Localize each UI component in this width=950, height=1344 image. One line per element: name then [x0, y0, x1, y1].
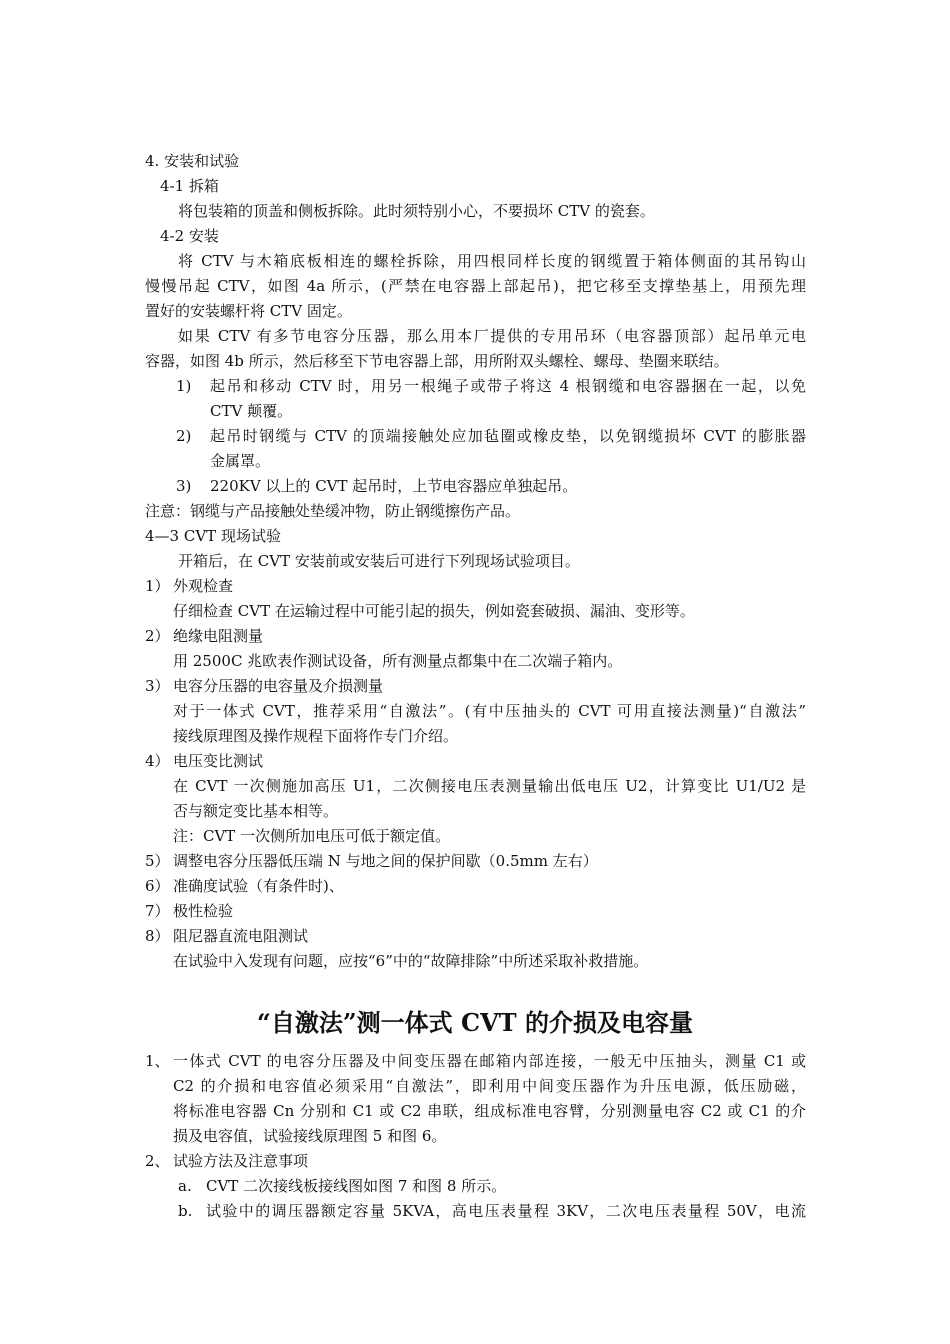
paragraph-line: 对于一体式 CVT，推荐采用“自激法”。(有中压抽头的 CVT 可用直接法测量)“自激法”	[173, 702, 806, 720]
list-marker: 1)	[176, 377, 192, 395]
paragraph-line: 慢慢吊起 CTV，如图 4a 所示，(严禁在电容器上部起吊)，把它移至支撑垫基上，用预先理	[145, 277, 806, 295]
list-marker: 2）	[145, 627, 170, 645]
note-line: 注：CVT 一次侧所加电压可低于额定值。	[173, 827, 451, 845]
list-item: 起吊和移动 CTV 时，用另一根绳子或带子将这 4 根钢缆和电容器捆在一起，以免	[210, 377, 806, 395]
list-item: CVT 二次接线板接线图如图 7 和图 8 所示。	[206, 1177, 507, 1195]
list-item: 起吊时钢缆与 CTV 的顶端接触处应加毡圈或橡皮垫，以免钢缆损坏 CVT 的膨胀器	[210, 427, 806, 445]
subsection-heading: 4-1 拆箱	[160, 177, 219, 195]
list-marker: 2)	[176, 427, 192, 445]
list-item: 绝缘电阻测量	[173, 627, 264, 645]
list-item: 220KV 以上的 CVT 起吊时，上节电容器应单独起吊。	[210, 477, 578, 495]
list-item: 试验方法及注意事项	[173, 1152, 309, 1170]
list-item: 调整电容分压器低压端 N 与地之间的保护间歇（0.5mm 左右）	[173, 852, 598, 870]
list-marker: 7）	[145, 902, 170, 920]
paragraph-line: 仔细检查 CVT 在运输过程中可能引起的损失，例如瓷套破损、漏油、变形等。	[173, 602, 695, 620]
list-item: CTV 颠覆。	[210, 402, 293, 420]
list-marker: b.	[178, 1202, 193, 1220]
paragraph-line: 将 CTV 与木箱底板相连的螺栓拆除，用四根同样长度的钢缆置于箱体侧面的其吊钩山	[178, 252, 806, 270]
paragraph-line: C2 的介损和电容值必须采用“自激法”，即利用中间变压器作为升压电源，低压励磁，	[173, 1077, 806, 1095]
list-marker: 3）	[145, 677, 170, 695]
paragraph-line: 在 CVT 一次侧施加高压 U1，二次侧接电压表测量输出低电压 U2，计算变比 U1/U2 是	[173, 777, 806, 795]
list-item: 极性检验	[173, 902, 234, 920]
paragraph-line: 损及电容值，试验接线原理图 5 和图 6。	[173, 1127, 447, 1145]
list-marker: 3)	[176, 477, 192, 495]
paragraph-line: 将包装箱的顶盖和侧板拆除。此时须特别小心，不要损坏 CTV 的瓷套。	[178, 202, 655, 220]
list-marker: a.	[178, 1177, 192, 1195]
paragraph-line: 如果 CTV 有多节电容分压器，那么用本厂提供的专用吊环（电容器顶部）起吊单元电	[178, 327, 806, 345]
paragraph-line: 在试验中入发现有问题，应按“6”中的“故障排除”中所述采取补救措施。	[173, 952, 649, 970]
list-item: 试验中的调压器额定容量 5KVA，高电压表量程 3KV，二次电压表量程 50V，电流	[206, 1202, 806, 1220]
list-item: 外观检查	[173, 577, 234, 595]
paragraph-line: 用 2500C 兆欧表作测试设备，所有测量点都集中在二次端子箱内。	[173, 652, 623, 670]
paragraph-line: 否与额定变比基本相等。	[173, 802, 339, 820]
list-marker: 6）	[145, 877, 170, 895]
list-item: 阻尼器直流电阻测试	[173, 927, 309, 945]
section-heading: 4. 安装和试验	[145, 152, 240, 170]
paragraph-line: 将标准电容器 Cn 分别和 C1 或 C2 串联，组成标准电容臂，分别测量电容 C2 或 C1 的介	[173, 1102, 806, 1120]
note-line: 注意：钢缆与产品接触处垫缓冲物，防止钢缆擦伤产品。	[145, 502, 521, 520]
paragraph-line: 容器，如图 4b 所示，然后移至下节电容器上部，用所附双头螺栓、螺母、垫圈来联结。	[145, 352, 729, 370]
list-marker: 1）	[145, 577, 170, 595]
list-item: 电容分压器的电容量及介损测量	[173, 677, 384, 695]
section-title: “自激法”测一体式 CVT 的介损及电容量	[257, 1008, 693, 1037]
list-marker: 1、	[145, 1052, 170, 1070]
list-item: 准确度试验（有条件时)、	[173, 877, 344, 895]
subsection-heading: 4—3 CVT 现场试验	[145, 527, 281, 545]
paragraph-line: 接线原理图及操作规程下面将作专门介绍。	[173, 727, 459, 745]
list-item: 金属罩。	[210, 452, 271, 470]
paragraph-line: 开箱后，在 CVT 安装前或安装后可进行下列现场试验项目。	[178, 552, 580, 570]
subsection-heading: 4-2 安装	[160, 227, 219, 245]
list-marker: 2、	[145, 1152, 170, 1170]
list-item: 一体式 CVT 的电容分压器及中间变压器在邮箱内部连接，一般无中压抽头，测量 C1 或	[173, 1052, 806, 1070]
paragraph-line: 置好的安装螺杆将 CTV 固定。	[145, 302, 352, 320]
list-marker: 5）	[145, 852, 170, 870]
list-marker: 4）	[145, 752, 170, 770]
list-marker: 8）	[145, 927, 170, 945]
list-item: 电压变比测试	[173, 752, 264, 770]
